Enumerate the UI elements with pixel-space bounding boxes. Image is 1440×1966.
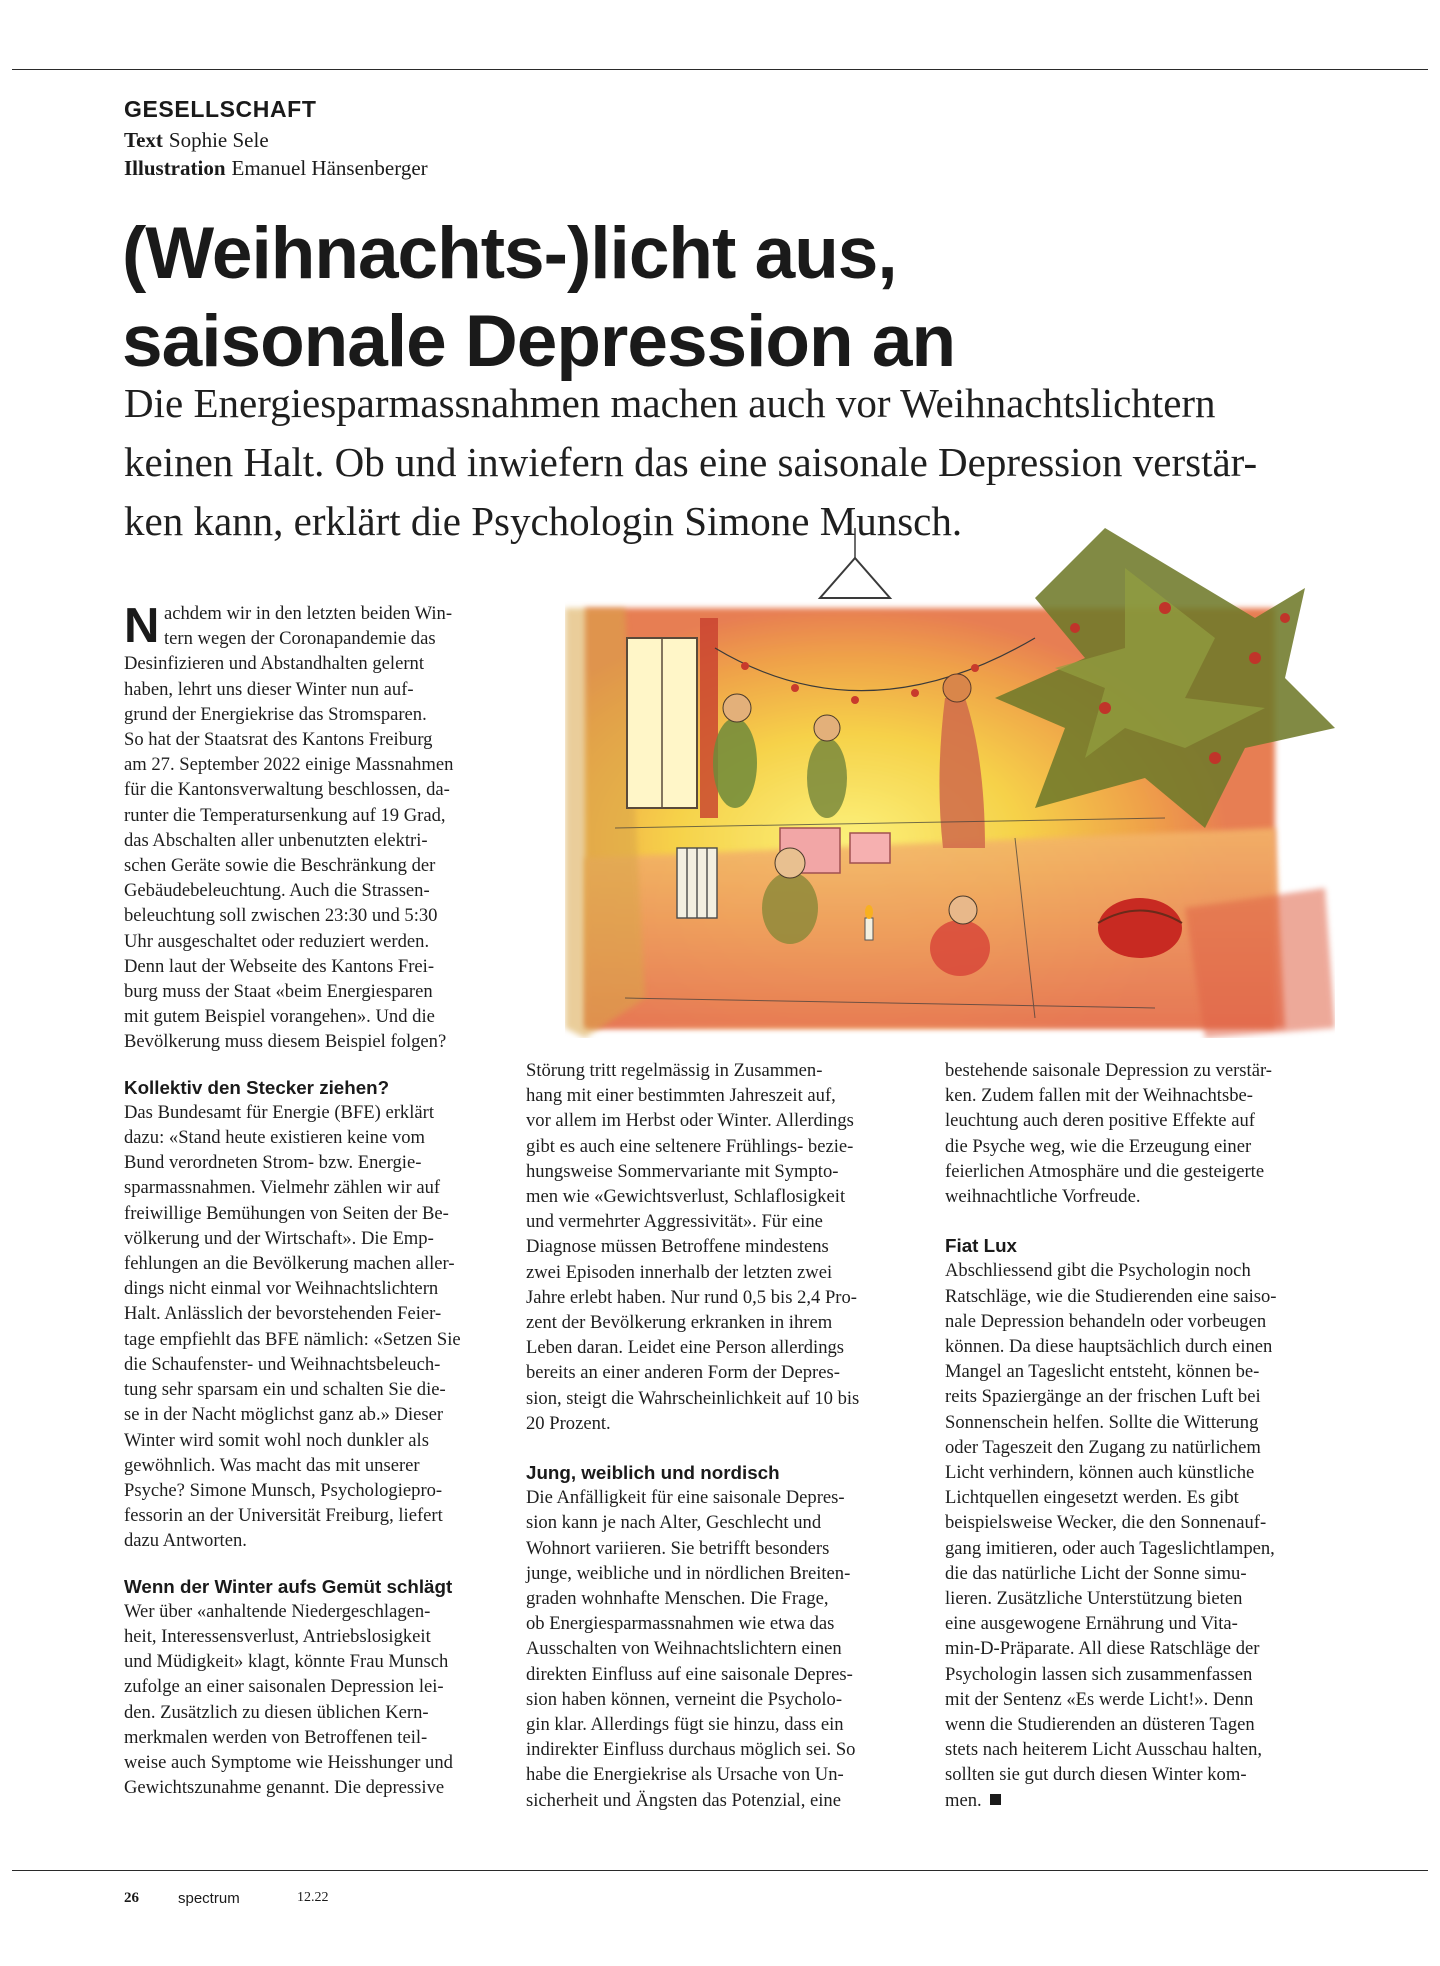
body-line: Lichtquellen eingesetzt werden. Es gibt xyxy=(945,1487,1239,1509)
body-line: oder Tageszeit den Zugang zu natürlichem xyxy=(945,1436,1261,1458)
magazine-name: spectrum xyxy=(178,1890,240,1907)
section-label: GESELLSCHAFT xyxy=(124,96,317,122)
body-line: Licht verhindern, können auch künstliche xyxy=(945,1462,1255,1484)
body-line: Leben daran. Leidet eine Person allerdings xyxy=(526,1337,845,1359)
body-line: gin klar. Allerdings fügt sie hinzu, dass ein xyxy=(526,1714,844,1736)
body-line: Ratschläge, wie die Studierenden eine saiso- xyxy=(945,1285,1277,1307)
body-line: fehlungen an die Bevölkerung machen aller- xyxy=(124,1253,455,1275)
lede-line: ken kann, erklärt die Psychologin Simone Munsch. xyxy=(124,498,963,544)
body-line: weise auch Symptome wie Heisshunger und xyxy=(124,1751,453,1773)
body-line: Die Anfälligkeit für eine saisonale Depres- xyxy=(526,1487,845,1509)
headline xyxy=(122,210,1302,386)
body-line: Psyche? Simone Munsch, Psychologiepro- xyxy=(124,1479,443,1501)
body-line: merkmalen werden von Betroffenen teil- xyxy=(124,1726,428,1748)
body-line: 20 Prozent. xyxy=(526,1412,611,1434)
body-line: und Müdigkeit» klagt, könnte Frau Munsch xyxy=(124,1651,449,1673)
body-line: So hat der Staatsrat des Kantons Freiburg xyxy=(124,729,433,751)
body-line: und vermehrter Aggressivität». Für eine xyxy=(526,1211,823,1233)
body-line: sion haben können, verneint die Psycholo- xyxy=(526,1688,843,1710)
body-line: heit, Interessensverlust, Antriebslosigkeit xyxy=(124,1625,431,1647)
body-line: indirekter Einfluss durchaus möglich sei. So xyxy=(526,1739,856,1761)
body-line: min-D-Präparate. All diese Ratschläge der xyxy=(945,1638,1260,1660)
body-line: können. Da diese hauptsächlich durch einen xyxy=(945,1336,1273,1358)
body-line: die Psyche weg, wie die Erzeugung einer xyxy=(945,1135,1252,1157)
body-line: dazu Antworten. xyxy=(124,1530,247,1552)
article-column-2 xyxy=(526,1058,911,1813)
subheading: Fiat Lux xyxy=(945,1235,1017,1257)
body-line: achdem wir in den letzten beiden Win- xyxy=(164,603,453,624)
body-line: gang imitieren, oder auch Tageslichtlampen, xyxy=(945,1537,1275,1559)
subheading: Wenn der Winter aufs Gemüt schlägt xyxy=(124,1575,453,1597)
christmas-living-room-illustration xyxy=(565,528,1335,1038)
issue-number: 12.22 xyxy=(297,1890,329,1905)
body-line: beleuchtung soll zwischen 23:30 und 5:30 xyxy=(124,905,438,927)
body-line: Jahre erlebt haben. Nur rund 0,5 bis 2,4 Pro- xyxy=(526,1286,857,1308)
body-line: sollten sie gut durch diesen Winter kom- xyxy=(945,1764,1247,1786)
article-column-1 xyxy=(124,601,510,1800)
body-line: völkerung und der Wirtschaft». Die Emp- xyxy=(124,1227,434,1249)
body-line: hang mit einer bestimmten Jahreszeit auf, xyxy=(526,1085,836,1107)
body-line: fessorin an der Universität Freiburg, liefert xyxy=(124,1505,443,1527)
body-line: Gebäudebeleuchtung. Auch die Strassen- xyxy=(124,880,430,902)
body-line: leuchtung auch deren positive Effekte auf xyxy=(945,1110,1255,1132)
body-line: für die Kantonsverwaltung beschlossen, da- xyxy=(124,779,450,801)
body-line: direkten Einfluss auf eine saisonale Depres- xyxy=(526,1663,853,1685)
illustration-credit xyxy=(124,156,428,181)
end-mark-icon xyxy=(990,1794,1001,1805)
body-line: vor allem im Herbst oder Winter. Allerdings xyxy=(526,1110,854,1132)
body-line: sparmassnahmen. Vielmehr zählen wir auf xyxy=(124,1177,441,1199)
subheading: Kollektiv den Stecker ziehen? xyxy=(124,1076,390,1098)
body-line: dings nicht einmal vor Weihnachtslichtern xyxy=(124,1278,439,1300)
bottom-rule xyxy=(12,1870,1428,1871)
body-line: stets nach heiterem Licht Ausschau halten, xyxy=(945,1739,1263,1761)
body-line: Psychologin lassen sich zusammenfassen xyxy=(945,1663,1253,1685)
illustration-author: Emanuel Hänsenberger xyxy=(231,156,428,180)
body-line: die Schaufenster- und Weihnachtsbeleuch- xyxy=(124,1353,441,1375)
body-line: reits Spaziergänge an der frischen Luft bei xyxy=(945,1386,1261,1408)
body-line: tung sehr sparsam ein und schalten Sie die- xyxy=(124,1379,446,1401)
body-line: Diagnose müssen Betroffene mindestens xyxy=(526,1236,829,1258)
body-line: burg muss der Staat «beim Energiesparen xyxy=(124,981,433,1003)
body-line: Denn laut der Webseite des Kantons Frei- xyxy=(124,955,435,977)
body-line: feierlichen Atmosphäre und die gesteigerte xyxy=(945,1160,1265,1182)
body-line: Wer über «anhaltende Niedergeschlagen- xyxy=(124,1600,431,1622)
body-line: die das natürliche Licht der Sonne simu- xyxy=(945,1562,1247,1584)
body-line: Bund verordneten Strom- bzw. Energie- xyxy=(124,1152,422,1174)
body-line: haben, lehrt uns dieser Winter nun auf- xyxy=(124,678,414,700)
illustration-credit-label: Illustration xyxy=(124,156,226,180)
drop-cap: N xyxy=(124,599,160,653)
body-line: mit gutem Beispiel vorangehen». Und die xyxy=(124,1006,435,1028)
top-rule xyxy=(12,69,1428,70)
lede-line: keinen Halt. Ob und inwiefern das eine saisonale Depression verstär- xyxy=(124,439,1258,485)
body-line: Mangel an Tageslicht entsteht, können be- xyxy=(945,1361,1260,1383)
article-column-3 xyxy=(945,1058,1330,1813)
body-line: grund der Energiekrise das Stromsparen. xyxy=(124,703,427,725)
body-line: den. Zusätzlich zu diesen üblichen Kern- xyxy=(124,1701,429,1723)
body-line: beispielsweise Wecker, die den Sonnenauf- xyxy=(945,1512,1267,1534)
body-line: zwei Episoden innerhalb der letzten zwei xyxy=(526,1261,833,1283)
lede-line: Die Energiesparmassnahmen machen auch vor Weihnachtslichtern xyxy=(124,380,1216,426)
body-line: ob Energiesparmassnahmen wie etwa das xyxy=(526,1613,835,1635)
body-line: mit der Sentenz «Es werde Licht!». Denn xyxy=(945,1688,1254,1710)
body-line: zufolge an einer saisonalen Depression lei- xyxy=(124,1676,444,1698)
body-line: se in der Nacht möglichst ganz ab.» Dieser xyxy=(124,1404,444,1426)
body-line: runter die Temperatursenkung auf 19 Grad, xyxy=(124,804,446,826)
body-line: Wohnort variieren. Sie betrifft besonders xyxy=(526,1537,830,1559)
body-line: hungsweise Sommervariante mit Sympto- xyxy=(526,1160,839,1182)
body-line: Abschliessend gibt die Psychologin noch xyxy=(945,1260,1251,1282)
body-line: freiwillige Bemühungen von Seiten der Be- xyxy=(124,1202,449,1224)
body-line: bestehende saisonale Depression zu verstär- xyxy=(945,1060,1272,1081)
body-line: sion, steigt die Wahrscheinlichkeit auf 10 bis xyxy=(526,1387,860,1409)
page-number: 26 xyxy=(124,1890,139,1906)
body-line: schen Geräte sowie die Beschränkung der xyxy=(124,855,436,877)
body-line: dazu: «Stand heute existieren keine vom xyxy=(124,1127,426,1149)
body-line: Gewichtszunahme genannt. Die depressive xyxy=(124,1777,445,1799)
body-line: junge, weibliche und in nördlichen Breiten- xyxy=(526,1562,851,1584)
body-line: Desinfizieren und Abstandhalten gelernt xyxy=(124,653,424,675)
body-line: Halt. Anlässlich der bevorstehenden Feier- xyxy=(124,1303,442,1325)
body-line: Ausschalten von Weihnachtslichtern einen xyxy=(526,1638,842,1660)
lede xyxy=(124,374,1334,551)
body-line: gewöhnlich. Was macht das mit unserer xyxy=(124,1454,420,1476)
body-line: graden wohnhafte Menschen. Die Frage, xyxy=(526,1588,829,1610)
body-line: Sonnenschein helfen. Sollte die Witterung xyxy=(945,1411,1259,1433)
subheading: Jung, weiblich und nordisch xyxy=(526,1462,780,1484)
body-line: nale Depression behandeln oder vorbeugen xyxy=(945,1310,1267,1332)
body-line: Uhr ausgeschaltet oder reduziert werden. xyxy=(124,930,430,952)
text-credit-label: Text xyxy=(124,128,163,152)
text-author: Sophie Sele xyxy=(168,128,269,152)
body-line: sicherheit und Ängsten das Potenzial, eine xyxy=(526,1789,841,1811)
body-line: zent der Bevölkerung erkranken in ihrem xyxy=(526,1312,833,1334)
text-credit xyxy=(124,128,269,153)
body-line: am 27. September 2022 einige Massnahmen xyxy=(124,754,454,776)
body-line: Bevölkerung muss diesem Beispiel folgen? xyxy=(124,1031,447,1053)
body-line: ken. Zudem fallen mit der Weihnachtsbe- xyxy=(945,1085,1253,1107)
body-line: eine ausgewogene Ernährung und Vita- xyxy=(945,1613,1238,1635)
body-line: tage empfiehlt das BFE nämlich: «Setzen Sie xyxy=(124,1328,461,1350)
headline-line: saisonale Depression an xyxy=(122,301,956,382)
body-line: wenn die Studierenden an düsteren Tagen xyxy=(945,1714,1255,1736)
headline-line: (Weihnachts-)licht aus, xyxy=(122,213,897,294)
body-line: bereits an einer anderen Form der Depres- xyxy=(526,1362,840,1384)
body-line: Winter wird somit wohl noch dunkler als xyxy=(124,1429,429,1451)
body-line: men wie «Gewichtsverlust, Schlaflosigkeit xyxy=(526,1186,846,1208)
body-line: sion kann je nach Alter, Geschlecht und xyxy=(526,1512,822,1534)
body-line: lieren. Zusätzliche Unterstützung bieten xyxy=(945,1588,1243,1610)
body-line: tern wegen der Coronapandemie das xyxy=(164,628,436,650)
body-line: das Abschalten aller unbenutzten elektri- xyxy=(124,829,428,851)
body-line: habe die Energiekrise als Ursache von Un- xyxy=(526,1764,844,1786)
body-line-final xyxy=(945,1788,1330,1813)
body-line: gibt es auch eine seltenere Frühlings- bezie- xyxy=(526,1135,854,1157)
final-word: men. xyxy=(945,1789,982,1811)
body-line: Das Bundesamt für Energie (BFE) erklärt xyxy=(124,1101,434,1123)
body-line: Störung tritt regelmässig in Zusammen- xyxy=(526,1060,823,1081)
body-line: weihnachtliche Vorfreude. xyxy=(945,1186,1141,1208)
